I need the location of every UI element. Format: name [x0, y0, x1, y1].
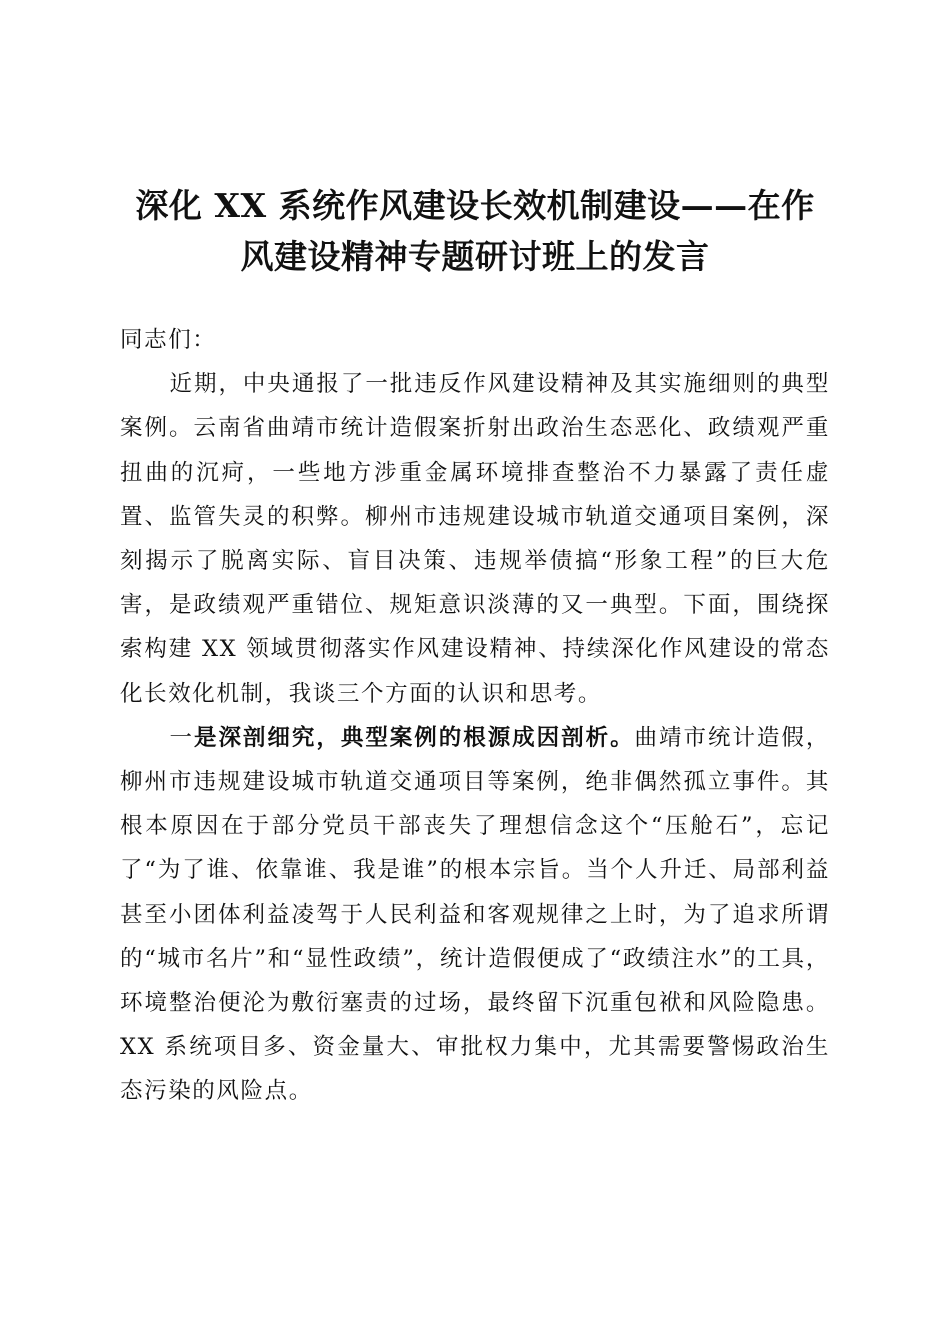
title-line-2: 风建设精神专题研讨班上的发言 — [240, 237, 710, 276]
salutation: 同志们： — [120, 327, 217, 353]
document-title — [100, 180, 850, 282]
paragraph-2-prefix: 一 — [169, 724, 194, 751]
paragraph-1: 近期，中央通报了一批违反作风建设精神及其实施细则的典型案例。云南省曲靖市统计造假案折射出政治生态恶化、政绩观严重扭曲的沉疴，一些地方涉重金属环境排查整治不力暴露了责任虚置、监管失灵的积弊。柳州市违规建设城市轨道交通项目案例，深刻揭示了脱离实际、盲目决策、违规举债搞“形象工程”的巨大危害，是政绩观严重错位、规矩意识淡薄的又一典型。下面，围绕探索构建 XX 领域贯彻落实作风建设精神、持续深化作风建设的常态化长效化机制，我谈三个方面的认识和思考。 — [120, 371, 830, 707]
document-body — [120, 318, 830, 1114]
paragraph-2-lead: 是深剖细究，典型案例的根源成因剖析。 — [193, 724, 635, 751]
title-line-1: 深化 XX 系统作风建设长效机制建设——在作 — [135, 186, 815, 225]
paragraph-2 — [120, 716, 830, 1114]
paragraph-2-body: 曲靖市统计造假，柳州市违规建设城市轨道交通项目等案例，绝非偶然孤立事件。其根本原因在于部分党员干部丧失了理想信念这个“压舱石”，忘记了“为了谁、依靠谁、我是谁”的根本宗旨。当个人升迁、局部利益甚至小团体利益凌驾于人民利益和客观规律之上时，为了追求所谓的“城市名片”和“显性政绩”，统计造假便成了“政绩注水”的工具，环境整治便沦为敷衍塞责的过场，最终留下沉重包袱和风险隐患。XX 系统项目多、资金量大、审批权力集中，尤其需要警惕政治生态污染的风险点。 — [120, 724, 830, 1105]
